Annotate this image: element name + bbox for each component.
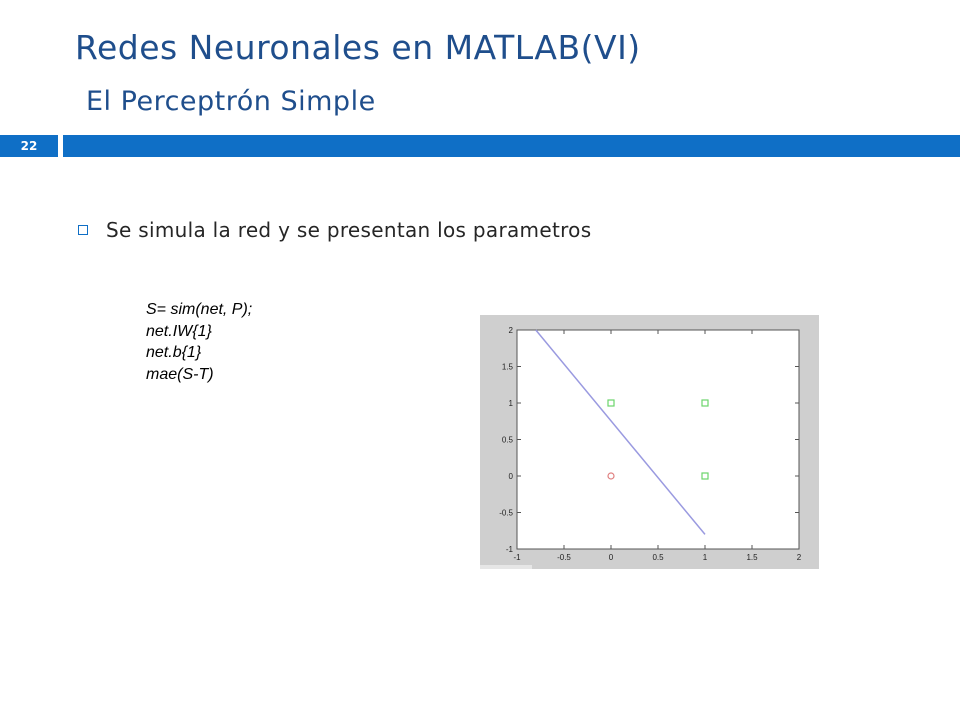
y-tick-label: -0.5 <box>499 508 513 518</box>
slide-subtitle: El Perceptrón Simple <box>86 86 376 117</box>
plot-svg <box>480 315 819 569</box>
x-tick-label: 0 <box>608 553 614 562</box>
slide-number: 22 <box>0 135 58 157</box>
code-line: net.b{1} <box>146 344 202 361</box>
y-tick-label: 0.5 <box>501 435 513 445</box>
code-line: S= sim(net, P); <box>146 301 253 318</box>
y-tick-label: 1 <box>508 399 513 408</box>
code-line: mae(S-T) <box>146 365 214 383</box>
y-tick-label: 2 <box>508 326 513 335</box>
y-tick-label: 1.5 <box>501 362 513 372</box>
hollow-square-bullet-icon <box>78 225 88 235</box>
perceptron-plot <box>480 315 819 569</box>
x-tick-label: 1.5 <box>746 553 758 562</box>
x-tick-label: 1 <box>702 553 708 562</box>
header-accent-bar <box>63 135 960 157</box>
slide-title: Redes Neuronales en MATLAB(VI) <box>75 28 641 67</box>
bullet-item <box>78 218 591 242</box>
x-tick-label: 0.5 <box>652 553 664 562</box>
y-tick-label: 0 <box>508 472 513 481</box>
code-block <box>146 299 252 385</box>
x-tick-label: 2 <box>796 553 802 562</box>
plot-status-strip <box>480 565 532 569</box>
code-line: net.IW{1} <box>146 322 212 340</box>
x-tick-label: -1 <box>513 553 521 562</box>
bullet-text: Se simula la red y se presentan los parametros <box>106 218 592 242</box>
y-tick-label: -1 <box>505 545 513 554</box>
x-tick-label: -0.5 <box>557 553 571 562</box>
plot-axes-background <box>517 330 799 549</box>
